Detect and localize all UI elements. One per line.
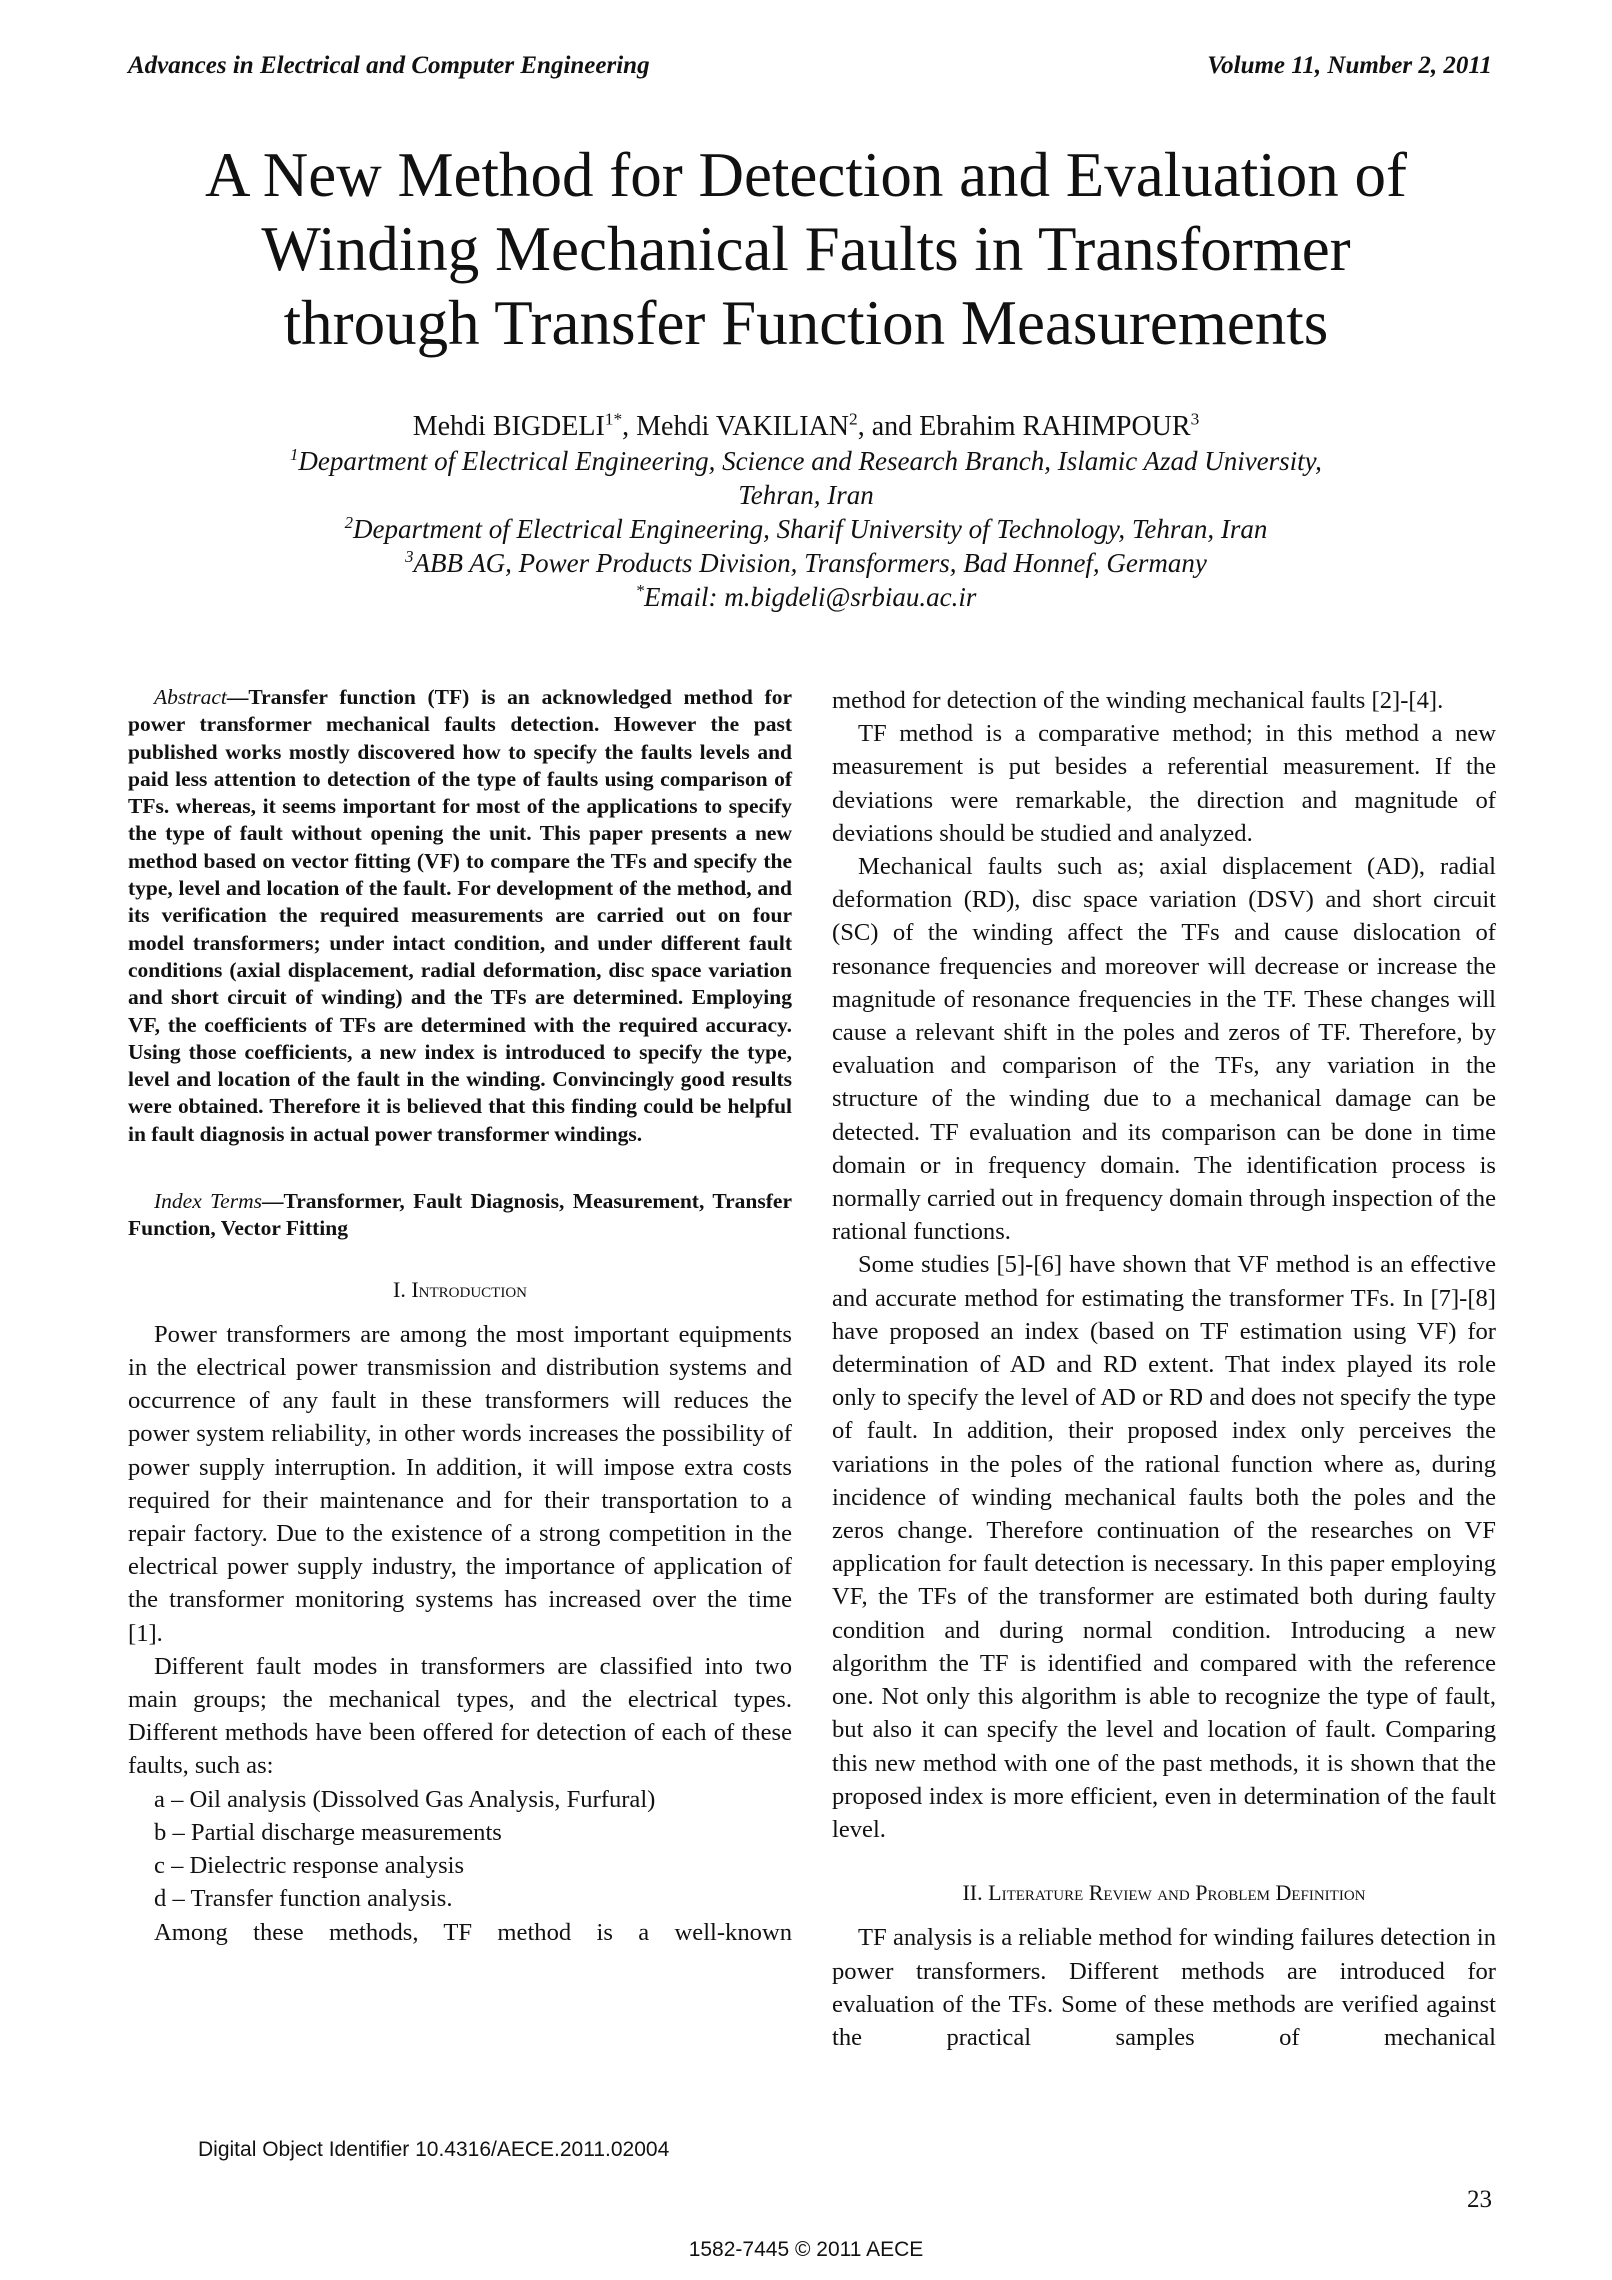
author-separator: , and: [857, 411, 920, 442]
paragraph: Some studies [5]-[6] have shown that VF method is an effective and accurate method for estimating the transformer TFs. In [7]-[8] have proposed an index (based on TF estimation using VF) for determination of AD and RD extent. That index played its role only to specify the level of AD or RD and does not specify the type of fault. In addition, their proposed index only perceives the variations in the poles of the rational function where as, during incidence of winding mechanical faults both the poles and the zeros change. Therefore continuation of the researches on VF application for fault detection is necessary. In this paper employing VF, the TFs of the transformer are estimated both during faulty condition and during normal condition. Introducing a new algorithm the TF is identified and compared with the reference one. Not only this algorithm is able to recognize the type of fault, but also it can specify the level and location of fault. Comparing this new method with one of the past methods, it is shown that the proposed index is more efficient, even in determination of the fault level.: [832, 1251, 1496, 1843]
abstract-lead: Abstract: [154, 685, 227, 709]
abstract-text: —Transfer function (TF) is an acknowledged method for power transformer mechanical faults detection. However the past published works mostly discovered how to specify the faults levels and paid less attention to detection of the type of faults using comparison of TFs. whereas, it seems important for most of the applications to specify the type of fault without opening the unit. This paper presents a new method based on vector fitting (VF) to compare the TFs and specify the type, level and location of the fault. For development of the method, and its verification the required measurements are carried out on four model transformers; under intact condition, and under different fault conditions (axial displacement, radial deformation, disc space variation and short circuit of winding) and the TFs are determined. Employing VF, the coefficients of TFs are determined with the required accuracy. Using those coefficients, a new index is introduced to specify the type, level and location of the fault in the winding. Convincingly good results were obtained. Therefore it is believed that this finding could be helpful in fault diagnosis in actual power transformer windings.: [128, 685, 792, 1146]
affiliation-marker: 1: [290, 445, 299, 464]
author-name: Ebrahim RAHIMPOUR: [919, 411, 1191, 442]
paragraph: Mechanical faults such as; axial displacement (AD), radial deformation (RD), disc space variation (DSV) and short circuit (SC) of the winding affect the TFs and cause dislocation of resonance frequencies and moreover will decrease or increase the magnitude of resonance frequencies in the TF. These changes will cause a relevant shift in the poles and zeros of TF. Therefore, by evaluation and comparison of the TFs, any variation in the structure of the winding due to a mechanical damage can be detected. TF evaluation and its comparison can be done in time domain or in frequency domain. The identification process is normally carried out in frequency domain through inspection of the rational functions.: [832, 853, 1496, 1246]
affiliation-3: $^3$ABB AG, Power Products Division, Transformers, Bad Honnef, Germany: [405, 547, 1207, 578]
paper-title: [130, 138, 1482, 360]
index-terms-text: —Transformer, Fault Diagnosis, Measurement, Transfer Function, Vector Fitting: [128, 1189, 792, 1241]
affiliation-marker: 2: [344, 513, 353, 532]
author-marker: 2: [849, 409, 858, 429]
index-terms-lead: Index Terms: [154, 1189, 262, 1214]
author-separator: ,: [622, 411, 637, 442]
affiliation-1: $^1$Department of Electrical Engineering, Science and Research Branch, Islamic Azad University,: [290, 445, 1322, 476]
affiliation-marker: 3: [405, 547, 414, 566]
paragraph: Among these methods, TF method is a well-known: [154, 1918, 792, 1946]
author-marker: 3: [1190, 409, 1200, 429]
fault-detection-methods-list: [128, 1783, 792, 1916]
corresponding-email: *Email: m.bigdeli@srbiau.ac.ir: [635, 581, 977, 612]
title-line: Winding Mechanical Faults in Transformer: [261, 214, 1351, 284]
abstract: [128, 684, 792, 1148]
author-name: Mehdi VAKILIAN: [636, 411, 849, 442]
paragraph: Different fault modes in transformers are classified into two main groups; the mechanical types, and the electrical types. Different methods have been offered for detection of each of these faults, such as:: [128, 1652, 792, 1780]
paragraph: TF method is a comparative method; in this method a new measurement is put besides a referential measurement. If the deviations were remarkable, the direction and magnitude of deviations should be studied and analyzed.: [832, 720, 1496, 847]
doi-footnote: Digital Object Identifier 10.4316/AECE.2011.02004: [198, 2138, 670, 2161]
list-item: d – Transfer function analysis.: [154, 1885, 453, 1913]
list-item: a – Oil analysis (Dissolved Gas Analysis, Furfural): [154, 1785, 656, 1813]
index-terms: [128, 1188, 792, 1243]
section-heading-introduction: I. Introduction: [393, 1276, 527, 1302]
front-matter: [130, 410, 1482, 614]
running-header-journal: Advances in Electrical and Computer Engineering: [128, 52, 650, 79]
left-column: [128, 684, 792, 1949]
title-line: A New Method for Detection and Evaluation of: [205, 140, 1407, 210]
paragraph: method for detection of the winding mechanical faults [2]-[4].: [832, 687, 1444, 714]
section-heading-literature-review: II. Literature Review and Problem Definition: [962, 1880, 1366, 1906]
right-column: [832, 684, 1496, 2054]
issn-copyright: 1582-7445 © 2011 AECE: [688, 2238, 924, 2261]
running-header-volume: Volume 11, Number 2, 2011: [1207, 52, 1492, 79]
title-line: through Transfer Function Measurements: [283, 288, 1329, 358]
author-list: [130, 410, 1482, 444]
page-number: 23: [1467, 2186, 1492, 2213]
author-name: Mehdi BIGDELI: [412, 411, 605, 442]
paragraph: Power transformers are among the most important equipments in the electrical power transmission and distribution systems and occurrence of any fault in these transformers will reduces the power system reliability, in other words increases the possibility of power supply interruption. In addition, it will impose extra costs required for their maintenance and for their transportation to a repair factory. Due to the existence of a strong competition in the electrical power supply industry, the importance of application of the transformer monitoring systems has increased over the time [1].: [128, 1320, 792, 1647]
paragraph: TF analysis is a reliable method for winding failures detection in power transformers. Different methods are introduced for evaluation of the TFs. Some of these methods are verified against the practical samples of mechanical: [832, 1924, 1496, 2051]
email-marker: *: [635, 581, 645, 600]
author-marker: 1*: [604, 409, 623, 429]
list-item: c – Dielectric response analysis: [154, 1852, 465, 1880]
affiliation-2: $^2$Department of Electrical Engineering, Sharif University of Technology, Tehran, Iran: [344, 513, 1268, 544]
affiliation-1-city: Tehran, Iran: [738, 480, 874, 510]
list-item: b – Partial discharge measurements: [154, 1818, 502, 1846]
